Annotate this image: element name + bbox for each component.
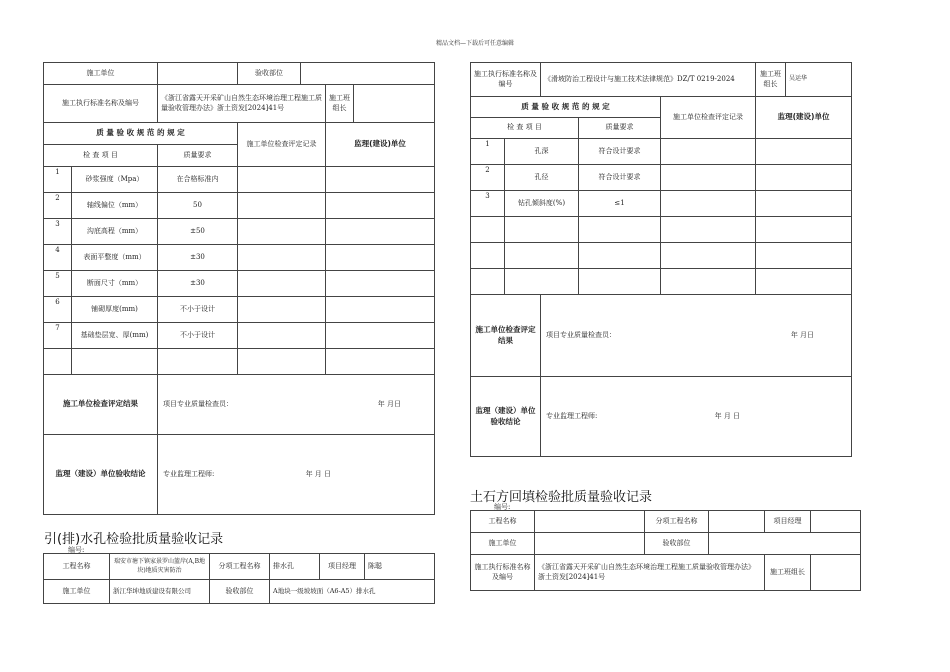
table-row: 2 孔径 符合设计要求 (471, 165, 852, 191)
right-acceptance-table (470, 62, 852, 457)
req-header: 质量要求 (579, 118, 661, 139)
table-row (44, 349, 435, 375)
left-acceptance-table (43, 62, 435, 515)
project-value: 瑞安市塘下镇家景罗山篮岸(A,B地块)地质灾害防治 (110, 554, 210, 580)
std-value: 《浙江省露天开采矿山自然生态环境治理工程施工质量验收管理办法》浙土资发[2024]41号 (158, 85, 326, 123)
drain-hole-title: 引(排)水孔检验批质量验收记录 (44, 532, 224, 547)
supervision-header: 监理(建设)单位 (326, 123, 435, 167)
table-row: 4 表面平整度（mm） ±30 (44, 245, 435, 271)
team-label: 施工班组长 (756, 63, 786, 97)
table-row: 3 钻孔倾斜度(%) ≤1 (471, 191, 852, 217)
conclusion-label: 监理（建设）单位验收结论 (44, 435, 158, 515)
unit-value: 浙江华坤地质建设有限公司 (110, 580, 210, 604)
project-label: 工程名称 (471, 511, 535, 533)
result-cell (158, 375, 435, 435)
table-row: 1 孔深 符合设计要求 (471, 139, 852, 165)
self-check-header: 施工单位检查评定记录 (661, 97, 756, 139)
manager-label: 项目经理 (765, 511, 811, 533)
part-label: 验收部位 (210, 580, 270, 604)
conclusion-cell (541, 377, 852, 457)
earthwork-table (470, 510, 861, 591)
result-date: 年 月日 (790, 330, 815, 339)
unit-value (535, 533, 645, 555)
table-row: 2 轴线偏位（mm） 50 (44, 193, 435, 219)
team-value (811, 555, 861, 591)
conclusion-date: 年 月 日 (305, 469, 332, 478)
conclusion-label: 监理（建设）单位验收结论 (471, 377, 541, 457)
earthwork-title: 土石方回填检验批质量验收记录 (470, 490, 653, 505)
team-label: 施工班组长 (765, 555, 811, 591)
unit-value (158, 63, 238, 85)
part-label: 验收部位 (645, 533, 709, 555)
std-label: 施工执行标准名称及编号 (44, 85, 158, 123)
conclusion-engineer-label: 专业监理工程师: (546, 411, 598, 420)
part-value: A地块一级坡坡面（A6-A5）排水孔 (270, 580, 435, 604)
result-inspector-label: 项目专业质量检查员： (163, 399, 233, 408)
std-label: 施工执行标准名称及编号 (471, 555, 535, 591)
table-row: 6 铺砌厚度(mm) 不小于设计 (44, 297, 435, 323)
drain-hole-code-label: 编号: (68, 546, 85, 554)
table-row: 1 砂浆强度（Mpa） 在合格标准内 (44, 167, 435, 193)
std-value: 《浙江省露天开采矿山自然生态环境治理工程施工质量验收管理办法》浙土资发[2024]41号 (535, 555, 765, 591)
team-value (354, 85, 435, 123)
team-label: 施工班组长 (326, 85, 354, 123)
sub-label: 分项工程名称 (645, 511, 709, 533)
std-value: 《滑坡防治工程设计与施工技术法律规范》DZ/T 0219-2024 (541, 63, 756, 97)
project-label: 工程名称 (44, 554, 110, 580)
result-inspector-label: 项目专业质量检查员： (546, 330, 616, 339)
conclusion-engineer-label: 专业监理工程师: (163, 469, 215, 478)
result-date: 年 月日 (377, 399, 402, 408)
drain-hole-table (43, 553, 435, 604)
conclusion-cell (158, 435, 435, 515)
manager-value (811, 511, 861, 533)
part-label: 验收部位 (238, 63, 301, 85)
header-note: 精品文档—下载后可任意编辑 (435, 40, 514, 47)
manager-label: 项目经理 (320, 554, 365, 580)
project-value (535, 511, 645, 533)
unit-label: 施工单位 (44, 63, 158, 85)
result-label: 施工单位检查评定结果 (471, 295, 541, 377)
part-value (301, 63, 435, 85)
conclusion-date: 年 月 日 (714, 411, 741, 420)
part-value (709, 533, 861, 555)
sub-value: 排水孔 (270, 554, 320, 580)
spec-header: 质 量 验 收 规 范 的 规 定 (44, 123, 238, 145)
item-header: 检 查 项 目 (471, 118, 579, 139)
supervision-header: 监理(建设)单位 (756, 97, 852, 139)
unit-label: 施工单位 (44, 580, 110, 604)
result-cell (541, 295, 852, 377)
spec-header: 质 量 验 收 规 范 的 规 定 (471, 97, 661, 118)
req-header: 质量要求 (158, 145, 238, 167)
table-row: 5 断面尺寸（mm） ±30 (44, 271, 435, 297)
earthwork-code-label: 编号: (494, 503, 511, 511)
manager-value: 陈聪 (365, 554, 435, 580)
table-row: 7 基础垫层宽、厚(mm) 不小于设计 (44, 323, 435, 349)
unit-label: 施工单位 (471, 533, 535, 555)
std-label: 施工执行标准名称及编号 (471, 63, 541, 97)
self-check-header: 施工单位检查评定记录 (238, 123, 326, 167)
team-value: 吴运华 (786, 63, 852, 97)
item-header: 检 查 项 目 (44, 145, 158, 167)
sub-value (709, 511, 765, 533)
sub-label: 分项工程名称 (210, 554, 270, 580)
table-row: 3 沟底高程（mm） ±50 (44, 219, 435, 245)
result-label: 施工单位检查评定结果 (44, 375, 158, 435)
